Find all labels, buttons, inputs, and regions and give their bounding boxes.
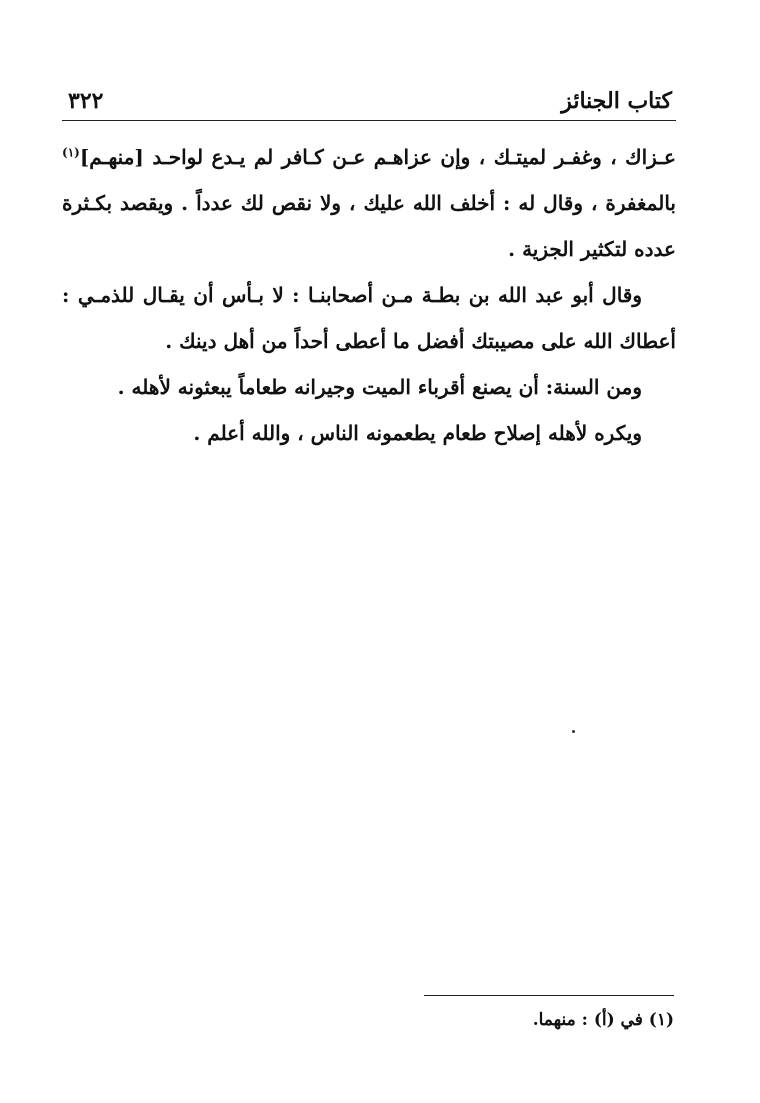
paragraph-1-start: عـزاك ، وغفـر لميتـك ، وإن عزاهـم عـن كـافر لم يـدع لواحـد [منهـم] <box>79 145 676 169</box>
chapter-title: كتاب الجنائز <box>561 88 672 114</box>
paragraph-3: ومن السنة: أن يصنع أقرباء الميت وجيرانه طعاماً يبعثونه لأهله . <box>117 375 642 399</box>
footnote-marker: (١) <box>62 145 80 160</box>
main-text <box>62 134 676 456</box>
scan-speck <box>572 730 575 733</box>
paragraph-2: وقال أبو عبد الله بن بطـة مـن أصحابنـا : لا بـأس أن يقـال للذمـي : أعطاك الله على مصيبتك أفضل ما أعطى أحداً من أهل دينك . <box>62 283 676 353</box>
footnote-1: (١) في (أ) : منهما. <box>532 1010 674 1030</box>
paragraph-1 <box>62 134 676 272</box>
page-number: ٣٢٢ <box>68 88 104 114</box>
paragraph-1-end: بالمغفرة ، وقال له : أخلف الله عليك ، ولا نقص لك عدداً . ويقصد بكـثرة عدده لتكثير الجزية . <box>62 191 676 261</box>
paragraph-4: ويكره لأهله إصلاح طعام يطعمونه الناس ، والله أعلم . <box>193 421 642 445</box>
footnote-divider <box>424 995 674 996</box>
page-header <box>62 86 676 121</box>
